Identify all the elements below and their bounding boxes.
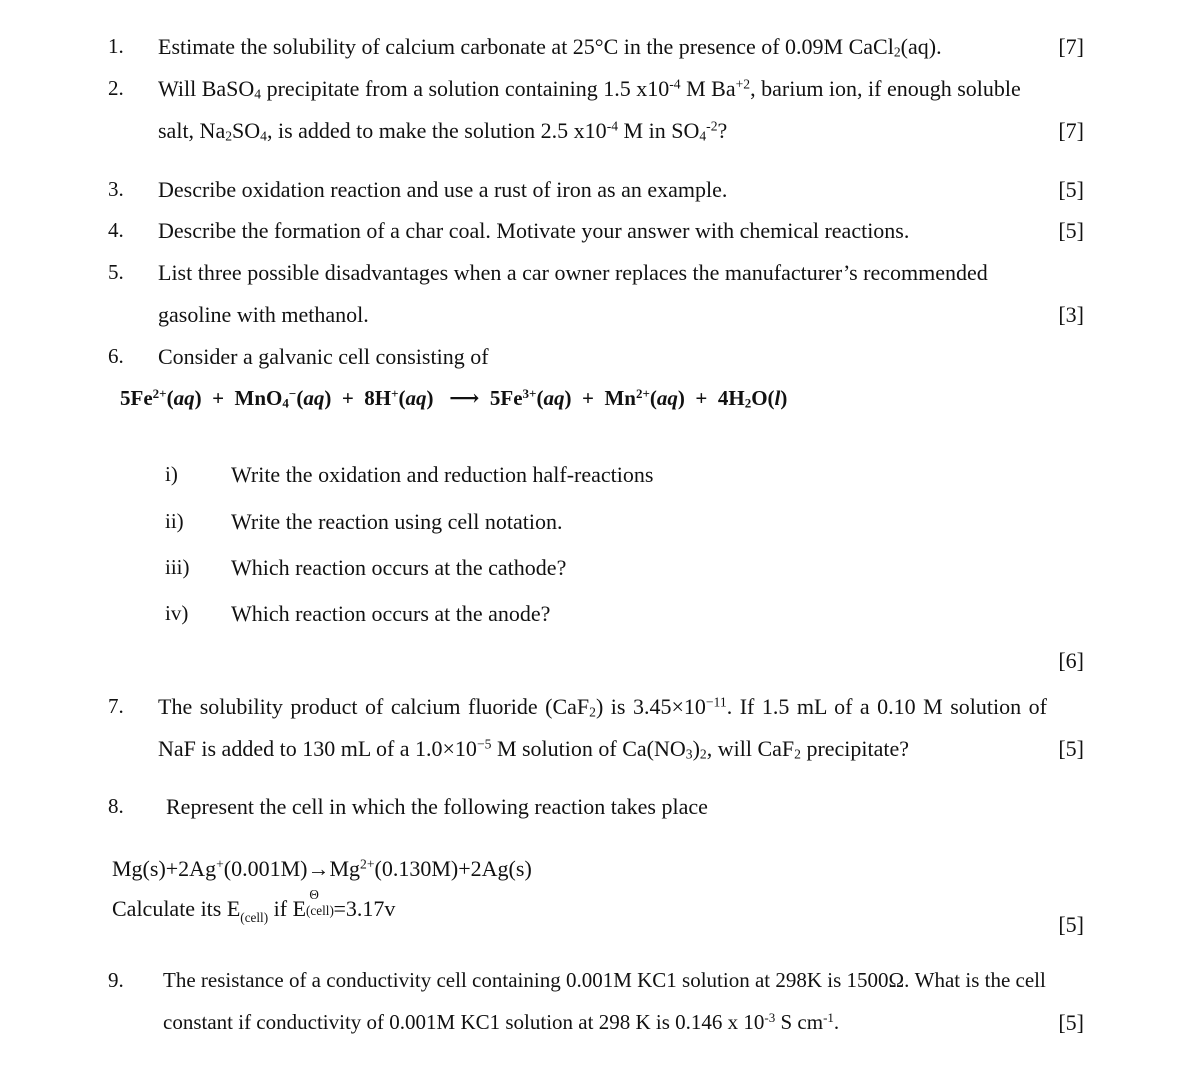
q8-text: Represent the cell in which the following reaction takes place [166, 794, 708, 819]
q9-line1: The resistance of a conductivity cell containing 0.001M KC1 solution at 298K is 1500Ω. What is the cell [163, 968, 1046, 992]
q6-part-i-label: i) [165, 462, 178, 486]
q6-part-ii-text: Write the reaction using cell notation. [231, 509, 563, 534]
q5-marks: [3] [1058, 302, 1084, 327]
q4-text: Describe the formation of a char coal. Motivate your answer with chemical reactions. [158, 218, 910, 243]
q7-line2: NaF is added to 130 mL of a $1.0\times 10^{-5}$ M solution of $Ca(NO_3)_2$, will CaF$_2$ precipitate? [158, 736, 910, 762]
q6-part-iv-label: iv) [165, 601, 189, 625]
q8-reaction: $Mg(s)+2Ag^+(0.001M)\to Mg^{2+}(0.130M)+2Ag(s)$ [112, 856, 532, 881]
q2-line1: Will BaSO$_4$ precipitate from a solution containing 1.5 $x10^{-4}$ M $Ba^{+2}$, barium ion, if enough soluble [158, 76, 1021, 102]
q8-marks: [5] [1058, 912, 1084, 937]
q6-part-i-text: Write the oxidation and reduction half-reactions [231, 462, 654, 487]
q7-number: 7. [108, 694, 124, 718]
q2-number: 2. [108, 76, 124, 100]
q6-part-iii-text: Which reaction occurs at the cathode? [231, 555, 567, 580]
q9-marks: [5] [1058, 1010, 1084, 1035]
q2-line2: salt, $Na_2SO_4$, is added to make the solution 2.5 $x10^{-4}$ M in $SO_4^{-2}$? [158, 118, 728, 144]
q9-number: 9. [108, 968, 124, 992]
q5-line2: gasoline with methanol. [158, 302, 369, 327]
q2-marks: [7] [1058, 118, 1084, 143]
q3-number: 3. [108, 177, 124, 201]
q6-text: Consider a galvanic cell consisting of [158, 344, 489, 369]
q6-part-iv-text: Which reaction occurs at the anode? [231, 601, 551, 626]
q1-number: 1. [108, 34, 124, 58]
q6-equation: $5Fe^{2+}(aq) + MnO_4^-(aq) + 8H^+(aq)$ ⟶ $5Fe^{3+}(aq) + Mn^{2+}(aq) + 4H_2O(l)$ [120, 385, 788, 411]
q3-text: Describe oxidation reaction and use a rust of iron as an example. [158, 177, 728, 202]
q3-marks: [5] [1058, 177, 1084, 202]
q6-part-iii-label: iii) [165, 555, 190, 579]
q5-number: 5. [108, 260, 124, 284]
q6-number: 6. [108, 344, 124, 368]
q8-number: 8. [108, 794, 124, 818]
q4-marks: [5] [1058, 218, 1084, 243]
q4-number: 4. [108, 218, 124, 242]
q9-line2: constant if conductivity of 0.001M KC1 solution at 298 K is 0.146 x $10^{-3}$ S $cm^{-1}$. [163, 1009, 840, 1034]
q1-text: Estimate the solubility of calcium carbonate at 25°C in the presence of 0.09M CaCl$_2$(aq). [158, 34, 942, 60]
q5-line1: List three possible disadvantages when a car owner replaces the manufacturer’s recommended [158, 260, 988, 285]
q6-part-ii-label: ii) [165, 509, 184, 533]
q8-calc: Calculate its $E_{(cell)}$ if E Θ (cell) =3.17v [112, 886, 396, 925]
q7-marks: [5] [1058, 736, 1084, 761]
q1-marks: [7] [1058, 34, 1084, 59]
q7-line1: The solubility product of calcium fluoride (CaF$_2$) is $3.45\times 10^{-11}$. If 1.5 mL of a 0.10 M solution of [158, 694, 1047, 720]
q6-marks: [6] [1058, 648, 1084, 673]
